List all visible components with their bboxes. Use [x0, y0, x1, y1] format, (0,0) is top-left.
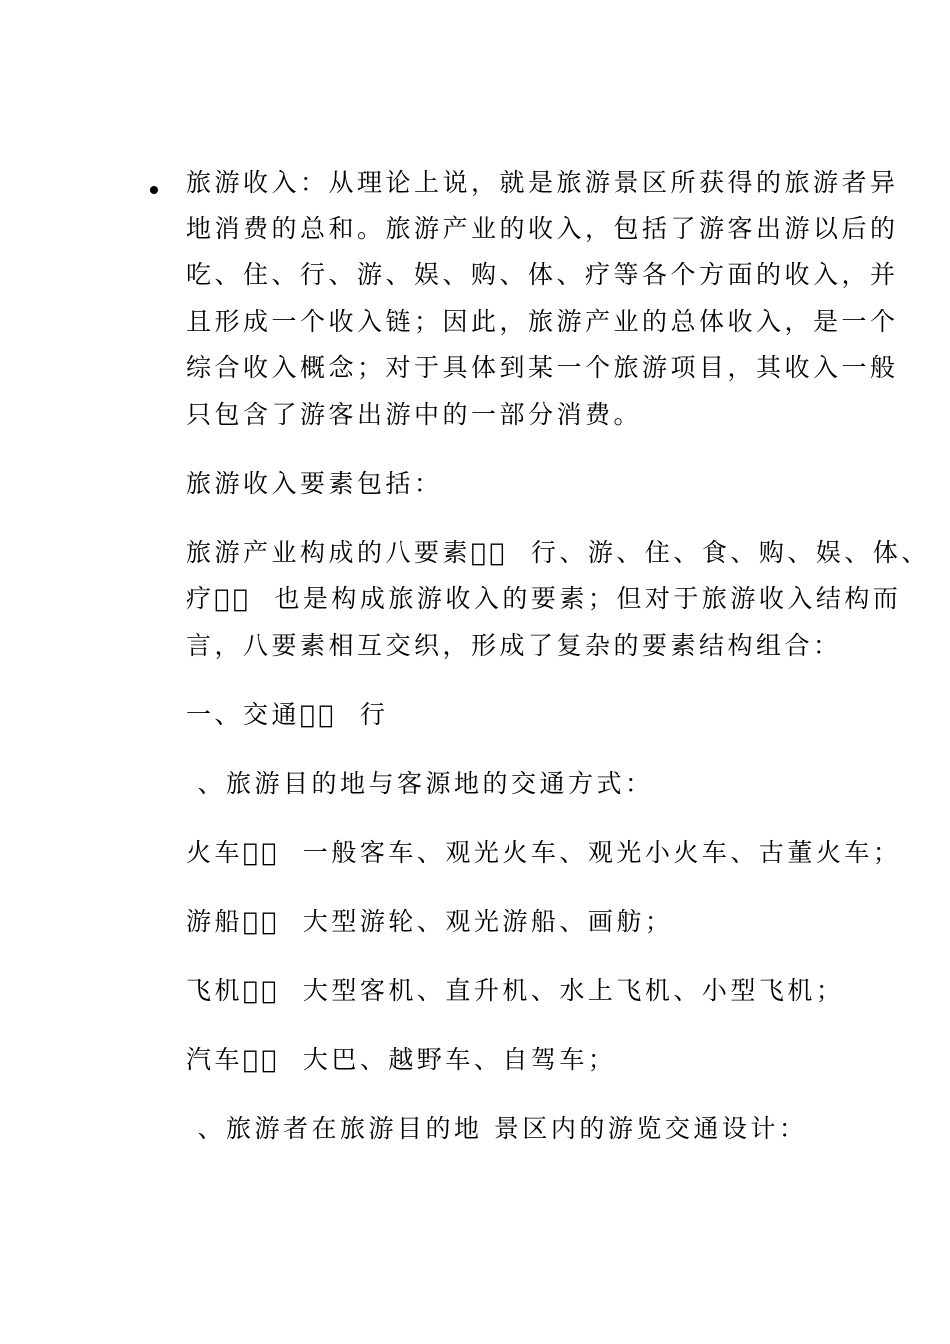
subsection-heading: 、旅游者在旅游目的地 景区内的游览交通设计：	[186, 1114, 808, 1143]
paragraph-line: 旅游收入：从理论上说，就是旅游景区所获得的旅游者异	[186, 168, 899, 197]
subsection-heading: 、旅游目的地与客源地的交通方式：	[186, 769, 654, 798]
list-item: 游船   大型游轮、观光游船、画舫；	[186, 907, 674, 936]
list-item: 火车   一般客车、观光火车、观光小火车、古董火车；	[186, 838, 902, 867]
bullet-icon	[150, 186, 158, 194]
paragraph-line: 综合收入概念；对于具体到某一个旅游项目，其收入一般	[186, 353, 899, 382]
paragraph-line: 言，八要素相互交织，形成了复杂的要素结构组合：	[186, 631, 842, 660]
paragraph-line: 地消费的总和。旅游产业的收入，包括了游客出游以后的	[186, 214, 899, 243]
list-item: 汽车   大巴、越野车、自驾车；	[186, 1045, 617, 1074]
elements-heading: 旅游收入要素包括：	[186, 469, 443, 498]
list-item: 飞机   大型客机、直升机、水上飞机、小型飞机；	[186, 976, 845, 1005]
paragraph-line: 疗   也是构成旅游收入的要素；但对于旅游收入结构而	[186, 584, 902, 613]
paragraph-line: 只包含了游客出游中的一部分消费。	[186, 400, 643, 429]
paragraph-line: 且形成一个收入链；因此，旅游产业的总体收入，是一个	[186, 307, 899, 336]
section-heading: 一、交通   行	[186, 700, 389, 729]
paragraph-line: 吃、住、行、游、娱、购、体、疗等各个方面的收入，并	[186, 260, 899, 289]
paragraph-line: 旅游产业构成的八要素   行、游、住、食、购、娱、体、	[186, 538, 930, 567]
